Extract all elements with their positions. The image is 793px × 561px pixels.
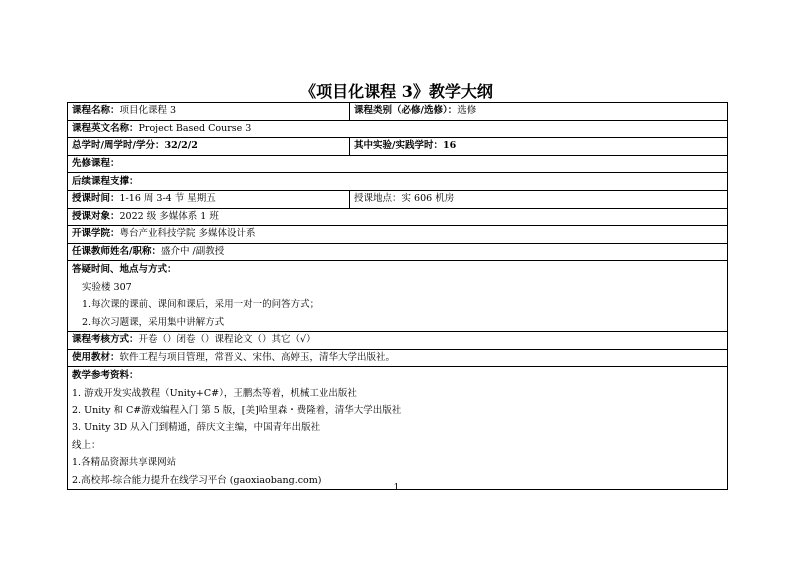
- syllabus-table: [67, 102, 728, 490]
- page-number: 1: [393, 483, 400, 493]
- qa-cell: [68, 261, 728, 332]
- followup-label: 后续课程支撑：: [72, 175, 139, 187]
- qa-label: 答疑时间、地点与方式：: [72, 264, 177, 276]
- reference-item: 线上：: [72, 439, 101, 451]
- teacher-value: 盛介中 /副教授: [160, 246, 225, 258]
- assessment-label: 课程考核方式：: [72, 334, 139, 346]
- college-cell: [68, 226, 728, 244]
- lab-hours-cell: [350, 138, 728, 156]
- prerequisite-label: 先修课程：: [72, 158, 120, 170]
- course-type-label: 课程类别（必修/选修）：: [354, 105, 458, 117]
- row-target: [68, 208, 728, 226]
- time-value: 1-16 周 3-4 节 星期五: [119, 193, 216, 205]
- reference-item: 1.各精品资源共享课网站: [72, 457, 177, 469]
- reference-item: 2.高校邦-综合能力提升在线学习平台 (gaoxiaobang.com): [72, 474, 322, 486]
- reference-item: 2. Unity 和 C#游戏编程入门 第 5 版，[美]哈里森・费隆着，清华大学出版社: [72, 404, 402, 416]
- course-name-label: 课程名称：: [72, 105, 120, 117]
- time-cell: [68, 190, 350, 208]
- row-teacher: [68, 243, 728, 261]
- target-cell: [68, 208, 728, 226]
- row-textbook: [68, 349, 728, 367]
- row-references: [68, 367, 728, 490]
- target-value: 2022 级 多媒体系 1 班: [119, 210, 219, 222]
- reference-item: 1. 游戏开发实战教程（Unity+C#），王鹏杰等着，机械工业出版社: [72, 387, 357, 399]
- qa-line: 2.每次习题课，采用集中讲解方式: [82, 316, 225, 328]
- english-name-cell: [68, 120, 728, 138]
- hours-value: 32/2/2: [164, 140, 198, 152]
- course-type-cell: [350, 103, 728, 121]
- location-label: 授课地点：: [354, 193, 402, 205]
- row-followup: [68, 173, 728, 191]
- location-value: 实 606 机房: [401, 193, 455, 205]
- row-hours: [68, 138, 728, 156]
- qa-line: 1.每次课的课前、课间和课后，采用一对一的问答方式；: [82, 299, 320, 311]
- followup-cell: [68, 173, 728, 191]
- lab-hours-label: 其中实验/实践学时：: [354, 140, 443, 152]
- document-title: 《项目化课程 3》教学大纲: [300, 82, 493, 101]
- location-cell: [350, 190, 728, 208]
- row-prerequisite: [68, 155, 728, 173]
- hours-label: 总学时/周学时/学分：: [72, 140, 165, 152]
- prerequisite-cell: [68, 155, 728, 173]
- time-label: 授课时间：: [72, 193, 120, 205]
- row-assessment: [68, 331, 728, 349]
- textbook-cell: [68, 349, 728, 367]
- references-label: 教学参考资料：: [72, 370, 139, 382]
- english-name-value: Project Based Course 3: [138, 122, 252, 134]
- target-label: 授课对象：: [72, 210, 120, 222]
- assessment-cell: [68, 331, 728, 349]
- hours-cell: [68, 138, 350, 156]
- reference-item: 3. Unity 3D 从入门到精通，薛庆文主编，中国青年出版社: [72, 422, 321, 434]
- row-time-location: [68, 190, 728, 208]
- course-name-value: 项目化课程 3: [119, 105, 177, 117]
- teacher-label: 任课教师姓名/职称：: [72, 246, 161, 258]
- college-value: 粤台产业科技学院 多媒体设计系: [119, 228, 256, 240]
- row-english-name: [68, 120, 728, 138]
- textbook-value: 软件工程与项目管理，常晋义、宋伟、高婷玉，清华大学出版社。: [119, 351, 396, 363]
- lab-hours-value: 16: [442, 140, 457, 152]
- row-course-name: [68, 103, 728, 121]
- teacher-cell: [68, 243, 728, 261]
- row-college: [68, 226, 728, 244]
- course-type-value: 选修: [457, 105, 477, 117]
- row-qa: [68, 261, 728, 332]
- references-cell: [68, 367, 728, 490]
- textbook-label: 使用教材：: [72, 351, 120, 363]
- college-label: 开课学院：: [72, 228, 120, 240]
- qa-line: 实验楼 307: [82, 281, 132, 293]
- course-name-cell: [68, 103, 350, 121]
- assessment-value: 开卷（）闭卷（）课程论文（）其它（√）: [138, 334, 316, 346]
- english-name-label: 课程英文名称：: [72, 122, 139, 134]
